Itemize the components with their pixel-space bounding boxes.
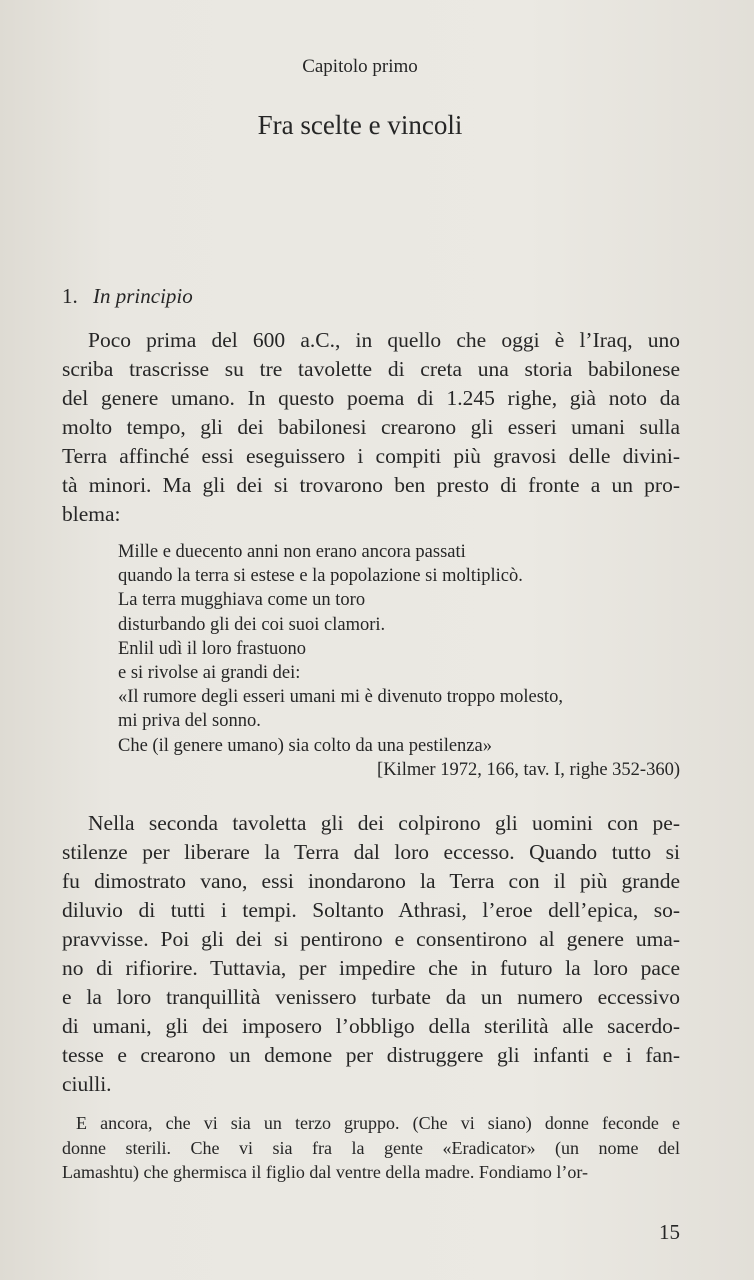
text-line: no di rifiorire. Tuttavia, per impedire che in futuro la loro pace xyxy=(62,956,680,980)
text-line: Che (il genere umano) sia colto da una pestilenza» xyxy=(118,735,492,756)
text-line: disturbando gli dei coi suoi clamori. xyxy=(118,614,386,635)
section-number: 1. xyxy=(62,284,78,308)
text-line: molto tempo, gli dei babilonesi crearono gli esseri umani sulla xyxy=(62,415,680,439)
text-line: diluvio di tutti i tempi. Soltanto Athrasi, l’eroe dell’epica, so- xyxy=(62,898,680,922)
section-title: In principio xyxy=(93,284,193,308)
text-line: La terra mugghiava come un toro xyxy=(118,590,366,611)
citation: [Kilmer 1972, 166, tav. I, righe 352-360) xyxy=(377,760,680,780)
text-line: «Il rumore degli esseri umani mi è divenuto troppo molesto, xyxy=(118,687,563,708)
text-line: fu dimostrato vano, essi inondarono la Terra con il più grande xyxy=(62,869,680,893)
text-line: di umani, gli dei imposero l’obbligo della sterilità alle sacerdo- xyxy=(62,1014,680,1038)
text-line: stilenze per liberare la Terra dal loro eccesso. Quando tutto si xyxy=(62,840,680,864)
text-line: mi priva del sonno. xyxy=(118,711,261,732)
text-line: Lamashtu) che ghermisca il figlio dal ventre della madre. Fondiamo l’or- xyxy=(62,1162,588,1182)
running-header: Capitolo primo xyxy=(302,56,418,77)
text-line: blema: xyxy=(62,502,121,526)
text-line: donne sterili. Che vi sia fra la gente «Eradicator» (un nome del xyxy=(62,1137,680,1158)
text-line: pravvisse. Poi gli dei si pentirono e consentirono al genere uma- xyxy=(62,927,680,951)
text-line: e la loro tranquillità venissero turbate da un numero eccessivo xyxy=(62,985,680,1009)
text-line: Mille e duecento anni non erano ancora passati xyxy=(118,542,466,562)
chapter-title: Fra scelte e vincoli xyxy=(257,110,463,140)
page-number: 15 xyxy=(659,1220,680,1244)
text-line: del genere umano. In questo poema di 1.245 righe, già noto da xyxy=(62,386,680,410)
text-line: tà minori. Ma gli dei si trovarono ben presto di fronte a un pro- xyxy=(62,473,680,497)
text-line: Nella seconda tavoletta gli dei colpirono gli uomini con pe- xyxy=(88,811,680,835)
text-line: e si rivolse ai grandi dei: xyxy=(118,663,301,683)
section-heading xyxy=(62,284,193,309)
text-line: Poco prima del 600 a.C., in quello che oggi è l’Iraq, uno xyxy=(88,328,680,352)
text-line: quando la terra si estese e la popolazione si moltiplicò. xyxy=(118,566,523,587)
text-line: ciulli. xyxy=(62,1072,112,1096)
text-line: Enlil udì il loro frastuono xyxy=(118,638,307,659)
text-line: tesse e crearono un demone per distruggere gli infanti e i fan- xyxy=(62,1043,680,1067)
text-line: scriba trascrisse su tre tavolette di creta una storia babilonese xyxy=(62,357,680,381)
text-line: E ancora, che vi sia un terzo gruppo. (Che vi siano) donne feconde e xyxy=(76,1113,680,1133)
text-line: Terra affinché essi eseguissero i compiti più gravosi delle divini- xyxy=(62,444,680,468)
